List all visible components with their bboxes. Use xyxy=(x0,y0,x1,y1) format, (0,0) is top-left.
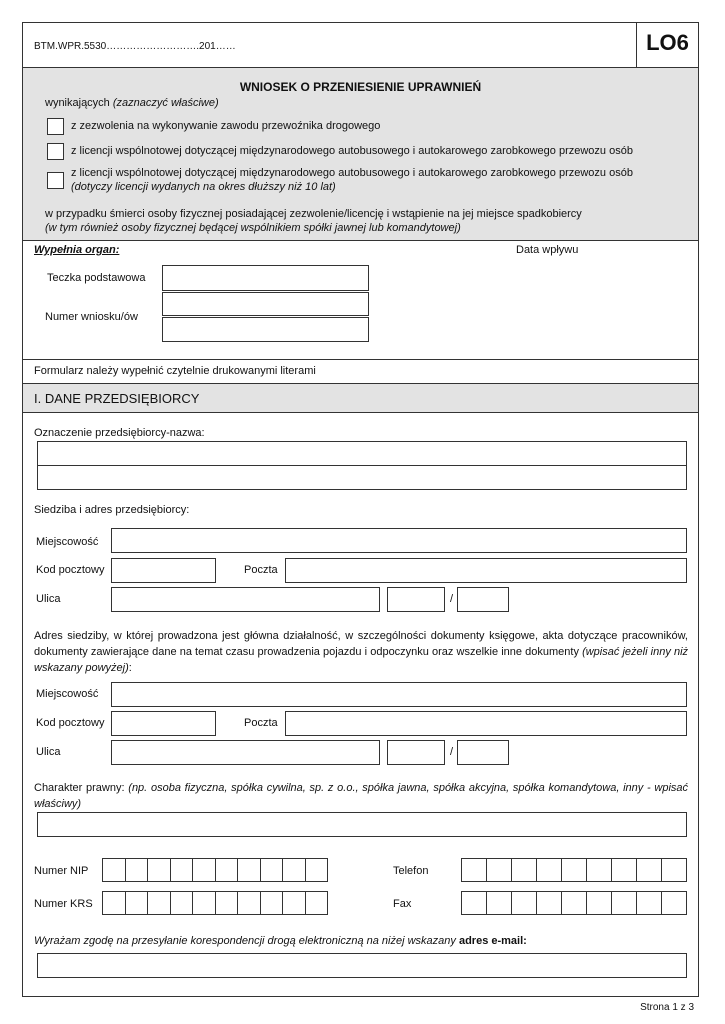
address-label: Siedziba i adres przedsiębiorcy: xyxy=(34,504,190,516)
alt-postcode-field[interactable] xyxy=(111,711,216,736)
legal-form-label: Charakter prawny: xyxy=(34,782,125,794)
city-field[interactable] xyxy=(111,528,687,553)
intro-text xyxy=(45,97,219,109)
postcode-field[interactable] xyxy=(111,558,216,583)
form-title: WNIOSEK O PRZENIESIENIE UPRAWNIEŃ xyxy=(239,80,482,94)
legal-form-hint: (np. osoba fizyczna, spółka cywilna, sp. z o.o., spółka jawna, spółka akcyjna, spółka komandytowa, inny - wpisać właściwy) xyxy=(34,782,689,810)
company-name-field-2[interactable] xyxy=(37,465,687,490)
address-slash: / xyxy=(450,593,454,605)
alt-postcode-label: Kod pocztowy xyxy=(36,717,105,729)
option-license-label: z licencji wspólnotowej dotyczącej międzynarodowego autobusowego i autokarowego zarobkowego przewozu osób xyxy=(71,145,633,157)
death-note-sub: (w tym również osoby fizycznej będącej wspólnikiem spółki jawnej lub komandytowej) xyxy=(45,222,461,234)
street-label: Ulica xyxy=(36,593,61,605)
company-name-label: Oznaczenie przedsiębiorcy-nazwa: xyxy=(34,427,205,439)
instruction-text: Formularz należy wypełnić czytelnie drukowanymi literami xyxy=(34,365,316,377)
section-title-line xyxy=(22,412,699,413)
alt-city-label: Miejscowość xyxy=(36,688,99,700)
legal-form-text xyxy=(34,780,688,812)
krs-field[interactable] xyxy=(102,891,328,915)
reference-number: BTM.WPR.5530……………………….201…… xyxy=(34,41,236,52)
office-heading: Wypełnia organ: xyxy=(34,244,120,256)
option-permit-checkbox[interactable] xyxy=(47,118,64,135)
legal-form-field[interactable] xyxy=(37,812,687,837)
alt-address-colon: : xyxy=(128,662,132,674)
office-line xyxy=(22,359,699,360)
alt-address-hint: (wpisać jeżeli inny niż wskazany powyżej) xyxy=(34,646,689,674)
option-license-long-sub: (dotyczy licencji wydanych na okres dłuższy niż 10 lat) xyxy=(71,181,336,193)
option-license-checkbox[interactable] xyxy=(47,143,64,160)
post-office-label: Poczta xyxy=(244,564,278,576)
alt-post-office-label: Poczta xyxy=(244,717,278,729)
email-consent-bold: adres e-mail: xyxy=(458,935,527,947)
fax-label: Fax xyxy=(393,898,412,910)
title-section-line xyxy=(22,240,699,241)
folder-field[interactable] xyxy=(162,265,369,291)
alt-address-body: Adres siedziby, w której prowadzona jest główna działalność, w szczególności dokumenty księgowe, akta dotyczące pracowników, dokumenty zawierające dane na temat czasu prowadzenia pojazdu i odpoczynku oraz wszelkie inne dokumenty xyxy=(34,630,688,658)
application-number-label: Numer wniosku/ów xyxy=(45,311,138,323)
alt-address-text xyxy=(34,628,688,676)
alt-street-field[interactable] xyxy=(111,740,380,765)
nip-label: Numer NIP xyxy=(34,865,89,877)
company-name-field-1[interactable] xyxy=(37,441,687,466)
fax-field[interactable] xyxy=(461,891,687,915)
phone-label: Telefon xyxy=(393,865,429,877)
option-license-long-label: z licencji wspólnotowej dotyczącej międzynarodowego autobusowego i autokarowego zarobkowego przewozu osób xyxy=(71,167,633,179)
street-field[interactable] xyxy=(111,587,380,612)
date-received-label: Data wpływu xyxy=(516,244,579,256)
alt-post-office-field[interactable] xyxy=(285,711,687,736)
application-number-field-2[interactable] xyxy=(162,317,369,342)
email-consent-text xyxy=(34,935,527,947)
building-number-field[interactable] xyxy=(387,587,445,612)
death-note: w przypadku śmierci osoby fizycznej posiadającej zezwolenie/licencję i wstąpienie na jej miejsce spadkobiercy xyxy=(45,208,582,220)
phone-field[interactable] xyxy=(461,858,687,882)
option-permit-label: z zezwolenia na wykonywanie zawodu przewoźnika drogowego xyxy=(71,120,381,132)
email-consent-label: Wyrażam zgodę na przesyłanie korespondencji drogą elektroniczną na niżej wskazany xyxy=(34,935,456,947)
section-title: I. DANE PRZEDSIĘBIORCY xyxy=(34,391,200,406)
alt-street-label: Ulica xyxy=(36,746,61,758)
alt-apartment-number-field[interactable] xyxy=(457,740,509,765)
form-code: LO6 xyxy=(646,30,689,55)
nip-field[interactable] xyxy=(102,858,328,882)
alt-building-number-field[interactable] xyxy=(387,740,445,765)
folder-label: Teczka podstawowa xyxy=(47,272,146,284)
email-field[interactable] xyxy=(37,953,687,978)
page-number: Strona 1 z 3 xyxy=(640,1002,694,1013)
city-label: Miejscowość xyxy=(36,536,99,548)
post-office-field[interactable] xyxy=(285,558,687,583)
option-license-long-checkbox[interactable] xyxy=(47,172,64,189)
postcode-label: Kod pocztowy xyxy=(36,564,105,576)
alt-city-field[interactable] xyxy=(111,682,687,707)
intro-hint: (zaznaczyć właściwe) xyxy=(112,97,219,109)
alt-address-slash: / xyxy=(450,746,454,758)
krs-label: Numer KRS xyxy=(34,898,93,910)
application-number-field-1[interactable] xyxy=(162,292,369,316)
intro-label: wynikających xyxy=(45,97,110,109)
apartment-number-field[interactable] xyxy=(457,587,509,612)
